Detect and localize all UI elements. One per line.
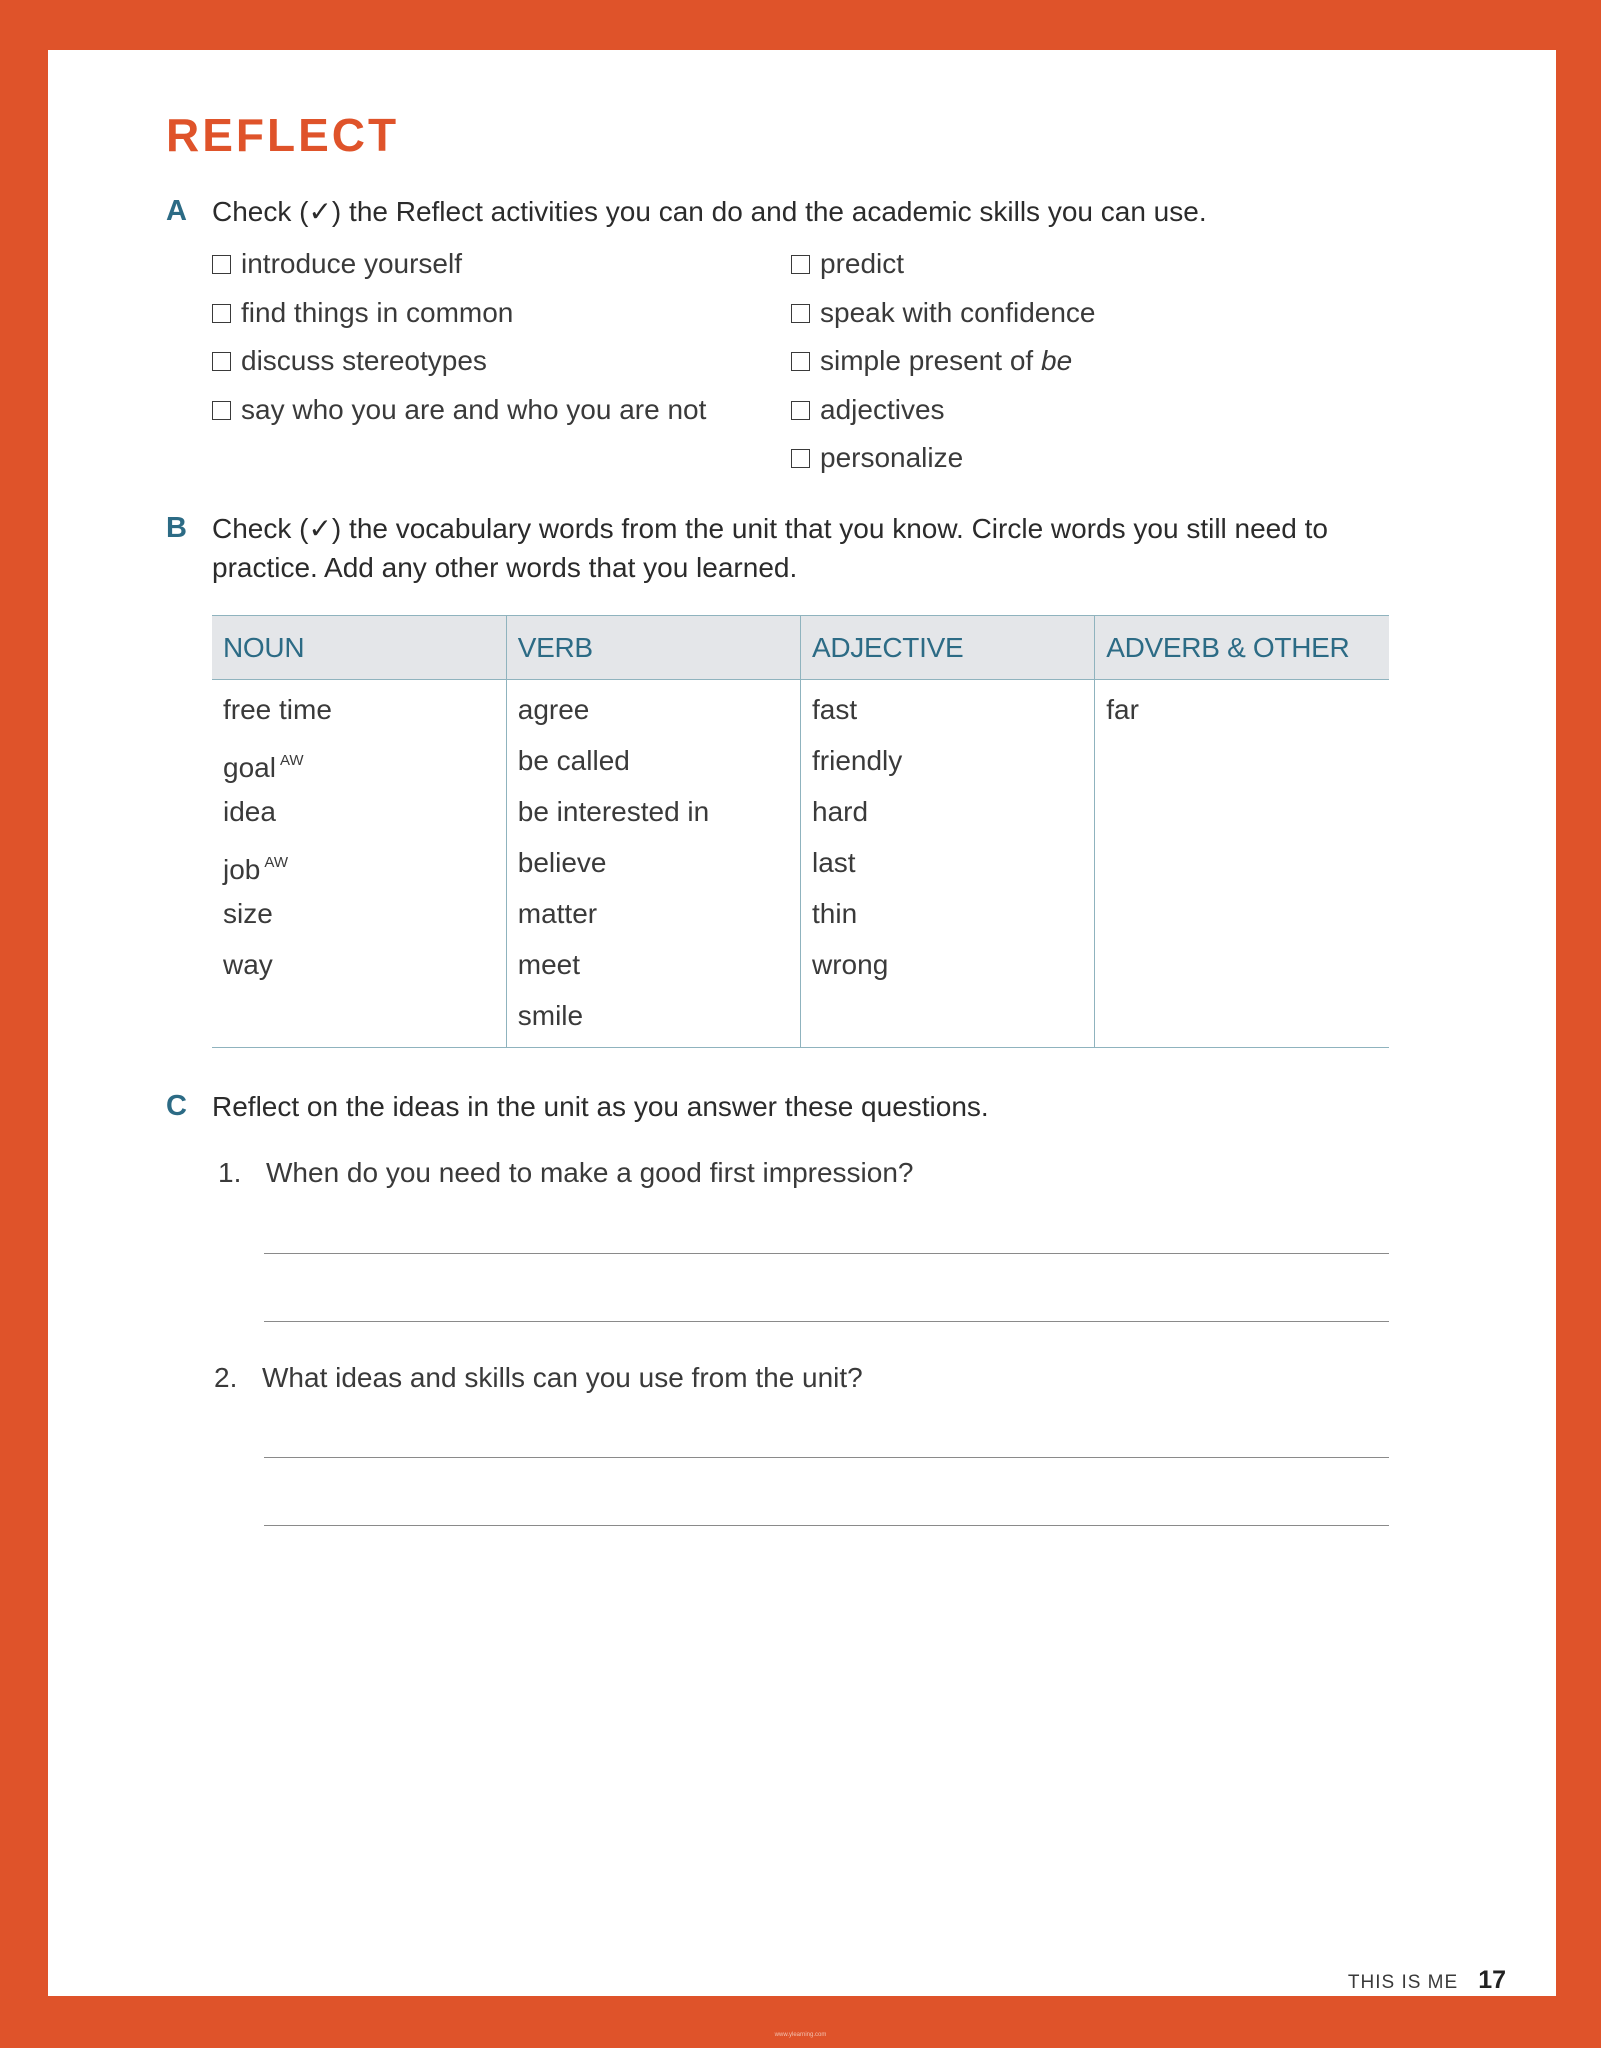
vocab-word[interactable]: job $^{AW}$ bbox=[223, 854, 288, 885]
answer-line[interactable] bbox=[264, 1321, 1389, 1322]
adjective-column bbox=[801, 680, 1095, 1048]
checkbox[interactable] bbox=[791, 255, 810, 274]
column-header-adverb-other: ADVERB & OTHER bbox=[1095, 616, 1389, 680]
question-text: When do you need to make a good first impression? bbox=[266, 1157, 914, 1188]
question-number: 2. bbox=[214, 1362, 238, 1393]
section-b-instruction: Check (✓) the vocabulary words from the unit that you know. Circle words you still need to practice. Add any other words that you learned. bbox=[212, 513, 1328, 583]
vocab-word[interactable]: far bbox=[1106, 694, 1139, 725]
section-a-right-checklist bbox=[791, 240, 1096, 483]
vocab-word[interactable]: thin bbox=[812, 898, 858, 929]
checklist-item[interactable]: predict bbox=[791, 240, 1096, 289]
column-header-verb: VERB bbox=[506, 616, 800, 680]
column-header-noun: NOUN bbox=[212, 616, 506, 680]
checkbox[interactable] bbox=[212, 255, 231, 274]
vocab-word[interactable]: matter bbox=[517, 898, 598, 929]
checklist-item[interactable]: find things in common bbox=[212, 289, 706, 338]
column-header-adjective: ADJECTIVE bbox=[801, 616, 1095, 680]
section-c-letter: C bbox=[166, 1090, 187, 1122]
vocab-word[interactable]: way bbox=[223, 949, 273, 980]
vocab-word[interactable]: idea bbox=[223, 796, 276, 827]
vocab-word[interactable]: last bbox=[812, 847, 856, 878]
page-footer bbox=[1348, 1966, 1506, 1995]
worksheet-page bbox=[48, 50, 1556, 1996]
section-c-instruction: Reflect on the ideas in the unit as you answer these questions. bbox=[212, 1091, 989, 1122]
vocab-word[interactable]: meet bbox=[517, 949, 580, 980]
section-b-letter: B bbox=[166, 512, 187, 544]
vocab-word[interactable]: smile bbox=[517, 1000, 584, 1031]
vocab-word[interactable]: goal $^{AW}$ bbox=[223, 752, 304, 783]
checklist-item[interactable]: discuss stereotypes bbox=[212, 337, 706, 386]
checkbox[interactable] bbox=[791, 401, 810, 420]
checkbox[interactable] bbox=[212, 304, 231, 323]
adverb-other-column bbox=[1095, 680, 1389, 1048]
question-number: 1. bbox=[218, 1157, 242, 1188]
answer-line[interactable] bbox=[264, 1525, 1389, 1526]
aw-marker: AW bbox=[264, 854, 288, 871]
section-a-left-checklist bbox=[212, 240, 706, 434]
vocab-word[interactable]: friendly bbox=[812, 745, 903, 776]
watermark-text: www.ylearning.com bbox=[774, 2032, 827, 2038]
vocab-word[interactable]: be interested in bbox=[517, 796, 710, 827]
vocab-word[interactable]: size bbox=[223, 898, 273, 929]
vocab-word[interactable]: fast bbox=[812, 694, 858, 725]
page-number: 17 bbox=[1478, 1966, 1506, 1994]
checkbox[interactable] bbox=[212, 352, 231, 371]
checkbox[interactable] bbox=[791, 352, 810, 371]
section-a-letter: A bbox=[166, 195, 187, 227]
checkbox[interactable] bbox=[791, 449, 810, 468]
checklist-item[interactable]: introduce yourself bbox=[212, 240, 706, 289]
aw-marker: AW bbox=[279, 752, 304, 769]
vocabulary-table bbox=[212, 615, 1389, 1048]
checklist-item[interactable]: personalize bbox=[791, 434, 1096, 483]
answer-line[interactable] bbox=[264, 1457, 1389, 1458]
unit-title: THIS IS ME bbox=[1347, 1972, 1459, 1993]
vocab-word[interactable]: be called bbox=[517, 745, 630, 776]
verb-column bbox=[506, 680, 800, 1048]
page-title: REFLECT bbox=[166, 109, 400, 161]
answer-line[interactable] bbox=[264, 1253, 1389, 1254]
checklist-item[interactable]: adjectives bbox=[791, 386, 1096, 435]
checkbox[interactable] bbox=[212, 401, 231, 420]
checklist-item[interactable]: simple present of be bbox=[791, 337, 1096, 386]
vocab-word[interactable]: hard bbox=[812, 796, 869, 827]
vocab-word[interactable]: wrong bbox=[812, 949, 889, 980]
noun-column bbox=[212, 680, 506, 1048]
question-text: What ideas and skills can you use from the unit? bbox=[262, 1362, 863, 1393]
vocab-word[interactable]: believe bbox=[517, 847, 607, 878]
vocab-word[interactable]: free time bbox=[223, 694, 332, 725]
checkbox[interactable] bbox=[791, 304, 810, 323]
section-a-instruction: Check (✓) the Reflect activities you can do and the academic skills you can use. bbox=[212, 196, 1207, 227]
checklist-item[interactable]: speak with confidence bbox=[791, 289, 1096, 338]
vocab-word[interactable]: agree bbox=[517, 694, 590, 725]
checklist-item[interactable]: say who you are and who you are not bbox=[212, 386, 706, 435]
